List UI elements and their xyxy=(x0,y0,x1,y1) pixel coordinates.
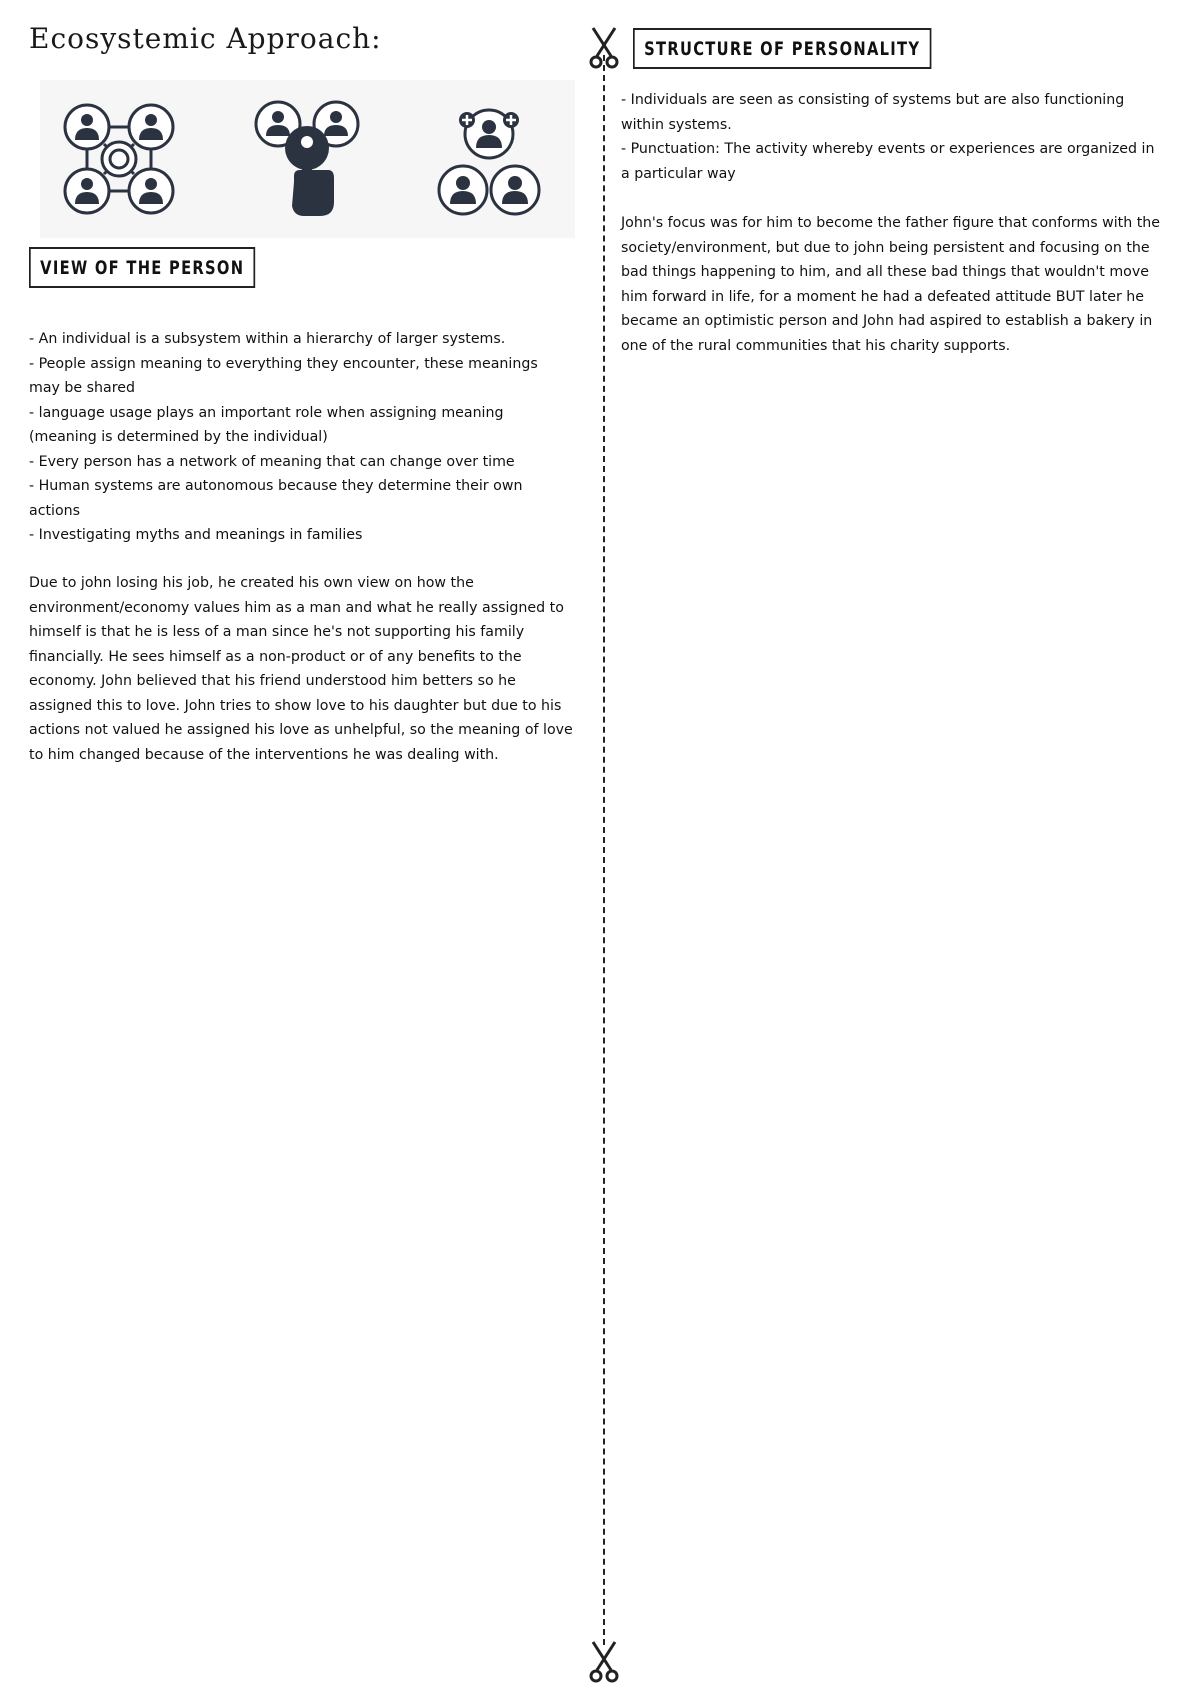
view-of-the-person-heading: VIEW OF THE PERSON xyxy=(29,247,255,288)
group-select-icon xyxy=(252,98,362,224)
list-item: - People assign meaning to everything they encounter, these meanings may be shared xyxy=(29,355,538,396)
scissors-icon xyxy=(589,1640,619,1684)
list-item: - Individuals are seen as consisting of systems but are also functioning within systems. xyxy=(621,92,1125,133)
structure-of-personality-paragraph: John's focus was for him to become the father figure that conforms with the society/environment, but due to john being persistent and focusing on the bad things happening to him, and all these bad things that wouldn't move him forward in life, for a moment he had a defeated attitude BUT later he became an optimistic person and John had aspired to establish a bakery in one of the rural communities that his charity supports. xyxy=(621,215,1160,354)
network-people-icon xyxy=(58,98,180,224)
page-title: Ecosystemic Approach: xyxy=(29,22,382,55)
list-item: - An individual is a subsystem within a hierarchy of larger systems. xyxy=(29,331,506,347)
list-item: - Investigating myths and meanings in families xyxy=(29,527,363,543)
view-of-person-bullets xyxy=(29,327,569,548)
scissors-icon xyxy=(589,26,619,70)
list-item: - Punctuation: The activity whereby events or experiences are organized in a particular way xyxy=(621,141,1155,182)
list-item: - language usage plays an important role when assigning meaning (meaning is determined by the individual) xyxy=(29,404,504,445)
view-of-person-paragraph: Due to john losing his job, he created his own view on how the environment/economy values him as a man and what he really assigned to himself is that he is less of a man since he's not supporting his family financially. He sees himself as a non-product or of any benefits to the economy. John believed that his friend understood him betters so he assigned this to love. John tries to show love to his daughter but due to his actions not valued he assigned his love as unhelpful, so the meaning of love to him changed because of the interventions he was dealing with. xyxy=(29,575,573,763)
dashed-cut-line xyxy=(603,55,605,1645)
structure-of-personality-bullets xyxy=(621,88,1166,186)
icon-strip xyxy=(40,80,575,238)
list-item: - Human systems are autonomous because they determine their own actions xyxy=(29,478,523,519)
team-add-icon xyxy=(433,98,545,224)
list-item: - Every person has a network of meaning that can change over time xyxy=(29,453,515,470)
structure-of-personality-heading: STRUCTURE OF PERSONALITY xyxy=(633,28,931,69)
